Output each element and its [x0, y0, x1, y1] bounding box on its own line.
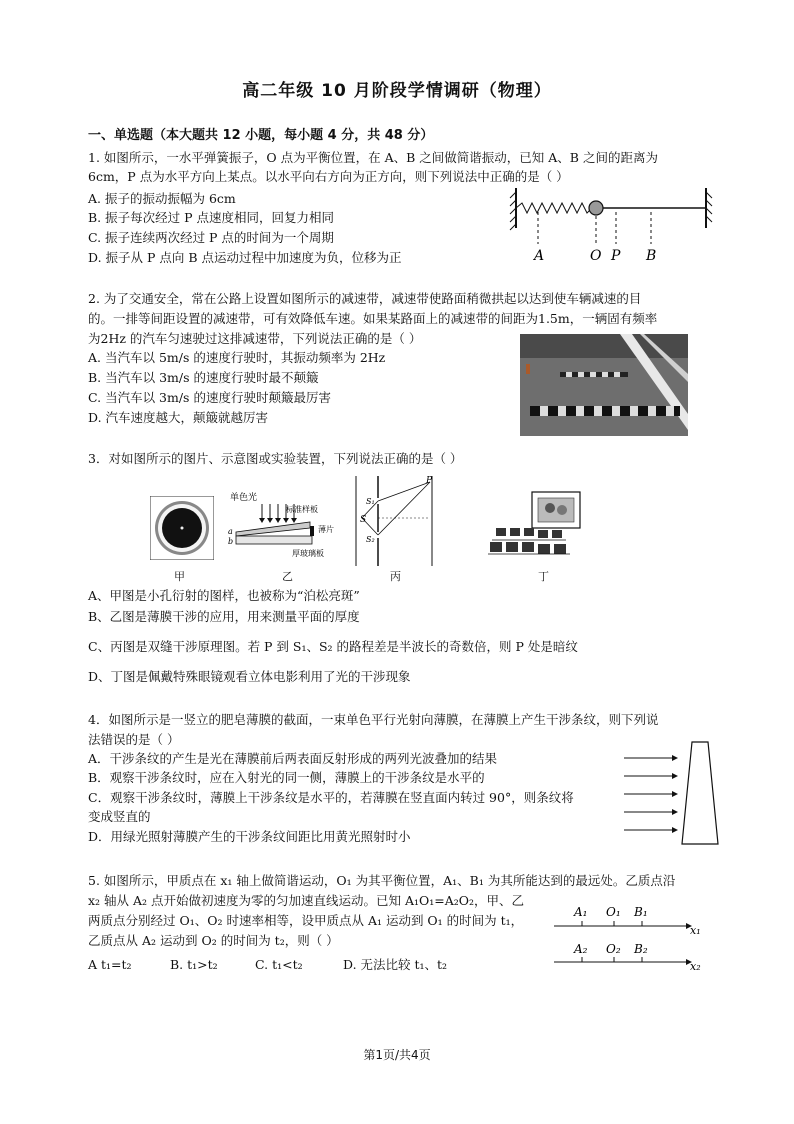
q1-stem-line2: 6cm，P 点为水平方向上某点。以水平向右方向为正方向，则下列说法中正确的是（ ）	[88, 169, 569, 184]
q4-stem-line2: 法错误的是（ ）	[88, 732, 180, 747]
page-footer: 第1页/共4页	[363, 1048, 431, 1062]
q2-speed-bump-photo	[520, 334, 688, 436]
q3-stem: 3．对如图所示的图片、示意图或实验装置，下列说法正确的是（ ）	[88, 451, 463, 466]
q3-fig-ding-3d-cinema	[486, 488, 596, 568]
q1-option-d: D. 振子从 P 点向 B 点运动过程中加速度为负，位移为正	[88, 250, 402, 265]
q3-label-film: 薄片	[318, 525, 334, 534]
q4-option-c-cont: 变成竖直的	[88, 809, 151, 824]
q5-label-b2: B₂	[634, 942, 648, 956]
q3-label-ding: 丁	[538, 570, 549, 583]
q5-option-b: B. t₁>t₂	[170, 957, 218, 972]
q4-option-c: C．观察干涉条纹时，薄膜上干涉条纹是水平的，若薄膜在竖直面内转过 90°，则条纹将	[88, 790, 574, 805]
q3-label-p: P	[426, 476, 433, 486]
q5-option-a: A t₁=t₂	[88, 957, 132, 972]
q1-spring-figure	[508, 188, 718, 266]
q2-option-d: D. 汽车速度越大，颠簸就越厉害	[88, 410, 269, 425]
q1-label-p: P	[611, 248, 621, 264]
q3-label-glass: 厚玻璃板	[292, 549, 324, 558]
q4-option-b: B．观察干涉条纹时，应在入射光的同一侧，薄膜上的干涉条纹是水平的	[88, 770, 485, 785]
q3-label-s2: S₂	[366, 535, 375, 544]
q3-option-a: A、甲图是小孔衍射的图样，也被称为“泊松亮斑”	[88, 588, 360, 603]
q5-label-o1: O₁	[606, 905, 621, 919]
section-heading: 一、单选题（本大题共 12 小题，每小题 4 分，共 48 分）	[88, 128, 434, 143]
q3-fig-bing-double-slit	[352, 474, 436, 568]
q5-stem-line1: 5. 如图所示，甲质点在 x₁ 轴上做简谐运动，O₁ 为其平衡位置，A₁、B₁ 为其所能达到的最远处。乙质点沿	[88, 873, 676, 888]
q5-option-d: D. 无法比较 t₁、t₂	[343, 957, 448, 972]
q1-label-a: A	[534, 248, 545, 264]
q2-option-a: A. 当汽车以 5m/s 的速度行驶时，其振动频率为 2Hz	[88, 350, 386, 365]
q2-option-c: C. 当汽车以 3m/s 的速度行驶时颠簸最厉害	[88, 390, 331, 405]
q1-option-b: B. 振子每次经过 P 点速度相同，回复力相同	[88, 210, 334, 225]
q5-stem-line2: x₂ 轴从 A₂ 点开始做初速度为零的匀加速直线运动。已知 A₁O₁=A₂O₂，甲、乙	[88, 893, 525, 908]
q5-label-x2: x₂	[690, 960, 701, 972]
q5-stem-line4: 乙质点从 A₂ 运动到 O₂ 的时间为 t₂，则（ ）	[88, 933, 339, 948]
q5-label-x1: x₁	[690, 924, 701, 937]
q2-stem-line1: 2. 为了交通安全，常在公路上设置如图所示的减速带，减速带使路面稍微拱起以达到使车辆减速的目	[88, 291, 642, 306]
q3-label-light: 单色光	[230, 493, 258, 503]
q3-option-b: B、乙图是薄膜干涉的应用，用来测量平面的厚度	[88, 609, 360, 624]
q3-label-s: S	[360, 515, 367, 525]
q3-label-a-small: a	[228, 527, 233, 536]
q1-option-c: C. 振子连续两次经过 P 点的时间为一个周期	[88, 230, 334, 245]
q3-label-s1: S₁	[366, 497, 375, 506]
q5-label-a1: A₁	[574, 905, 588, 919]
q3-fig-yi-thin-film	[226, 488, 346, 566]
q5-option-c: C. t₁<t₂	[255, 957, 303, 972]
q4-stem-line1: 4．如图所示是一竖立的肥皂薄膜的截面，一束单色平行光射向薄膜，在薄膜上产生干涉条纹，则下列说	[88, 712, 659, 727]
q1-option-a: A. 振子的振动振幅为 6cm	[88, 191, 236, 206]
q5-label-a2: A₂	[574, 942, 588, 956]
q3-label-yi: 乙	[282, 570, 293, 583]
q1-stem-line1: 1. 如图所示，一水平弹簧振子，O 点为平衡位置，在 A、B 之间做简谐振动，已知 A、B 之间的距离为	[88, 150, 658, 165]
q4-soap-film-figure	[620, 740, 730, 848]
q3-label-bing: 丙	[390, 570, 401, 583]
q5-axes-figure	[550, 900, 702, 972]
q4-option-a: A．干涉条纹的产生是光在薄膜前后两表面反射形成的两列光波叠加的结果	[88, 751, 498, 766]
q3-label-b-small: b	[228, 537, 234, 546]
q3-option-c: C、丙图是双缝干涉原理图。若 P 到 S₁、S₂ 的路程差是半波长的奇数倍，则 P 处是暗纹	[88, 639, 578, 654]
q2-stem-line2: 的。一排等间距设置的减速带，可有效降低车速。如果某路面上的减速带的间距为1.5m，一辆固有频率	[88, 311, 658, 326]
page-title: 高二年级 10 月阶段学情调研（物理）	[242, 81, 552, 101]
q5-stem-line3: 两质点分别经过 O₁、O₂ 时速率相等，设甲质点从 A₁ 运动到 O₁ 的时间为 t₁，	[88, 913, 524, 928]
q3-fig-jia-poisson-spot	[150, 496, 214, 560]
q1-label-o: O	[590, 248, 602, 264]
q4-option-d: D．用绿光照射薄膜产生的干涉条纹间距比用黄光照射时小	[88, 829, 411, 844]
q3-label-std: 标准样板	[286, 505, 318, 514]
q1-label-b: B	[646, 248, 657, 264]
q2-option-b: B. 当汽车以 3m/s 的速度行驶时最不颠簸	[88, 370, 319, 385]
q3-option-d: D、丁图是佩戴特殊眼镜观看立体电影利用了光的干涉现象	[88, 669, 411, 684]
q5-label-b1: B₁	[634, 905, 648, 919]
q5-label-o2: O₂	[606, 942, 621, 956]
q2-stem-line3: 为2Hz 的汽车匀速驶过这排减速带，下列说法正确的是（ ）	[88, 331, 422, 346]
q3-label-jia: 甲	[174, 570, 185, 583]
